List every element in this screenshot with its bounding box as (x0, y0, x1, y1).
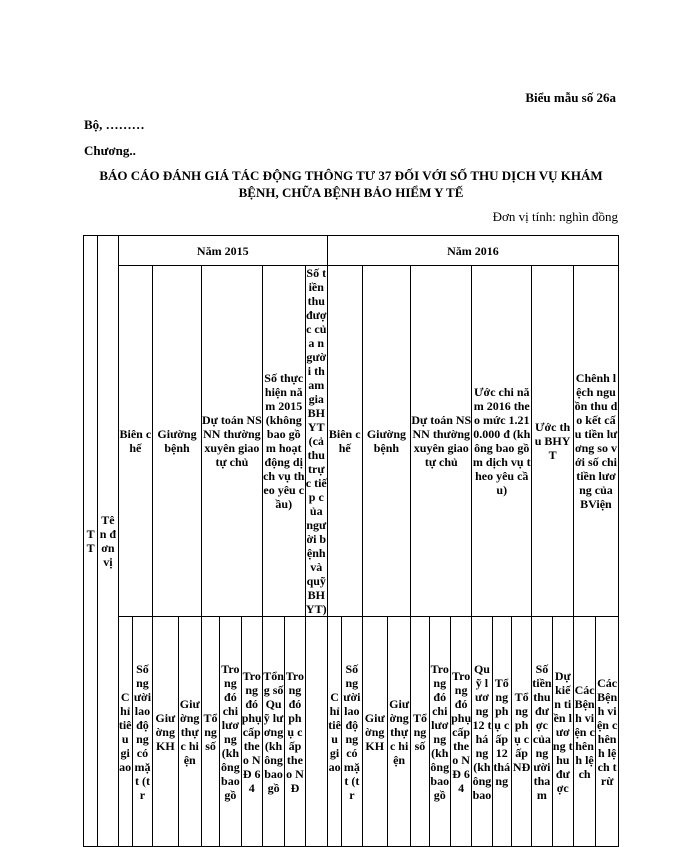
year-2015-header: Năm 2015 (118, 236, 327, 266)
y2016-sub-trong-do-phu-cap: Trong đó phụ cấp theo NĐ 64 (450, 617, 471, 847)
y2016-uoc-chi-header: Ước chi năm 2016 theo mức 1.210.000 đ (không bao gồm dịch vụ theo yêu cầu) (472, 266, 532, 617)
y2016-sub-giuong-kh: Giường KH (362, 617, 387, 847)
y2016-sub-so-nguoi: Số người lao động có mặt (tr (342, 617, 362, 847)
y2016-sub-trong-do-chi-luong: Trong đó chi lương (không bao gồ (429, 617, 450, 847)
y2015-sub-so-nguoi: Số người lao động có mặt (tr (132, 617, 152, 847)
y2016-sub-du-kien: Dự kiến tiền lương thu được (552, 617, 573, 847)
y2015-sub-giuong-kh: Giường KH (153, 617, 178, 847)
y2016-sub-tong-phu-cap: Tổng phụ cấp 12 tháng (492, 617, 511, 847)
year-2016-header: Năm 2016 (327, 236, 618, 266)
y2016-uoc-thu-header: Ước thu BHYT (532, 266, 574, 617)
y2015-sub-trong-do-phu-cap: Trong đó phụ cấp theo NĐ 64 (241, 617, 262, 847)
y2015-so-tien-thu-header: Số tiền thu được của người tham gia BHYT (cả thu trực tiếp của người bệnh và quỹ BHYT) (305, 266, 327, 616)
unit-label: Đơn vị tính: nghìn đồng (492, 209, 618, 224)
y2015-du-toan-header: Dự toán NSNN thường xuyên giao tự chủ (201, 266, 262, 617)
y2015-sub-trong-do-phu-cap-nd: Trong đó phụ cấp theo NĐ (285, 617, 305, 847)
y2015-sub-trong-do-chi-luong: Trong đó chi lương (không bao gồ (220, 617, 241, 847)
y2015-bien-che-header: Biên chế (118, 266, 153, 617)
y2016-giuong-benh-header: Giường bệnh (362, 266, 411, 617)
y2016-sub-tong-phu-cap-nd: Tổng phụ cấp NĐ (511, 617, 531, 847)
y2016-sub-so-tien-thu: Số tiền thu được của người tham (532, 617, 552, 847)
y2015-sub-giuong-thuc-hien: Giường thực hiện (178, 617, 201, 847)
ministry-line: Bộ, ……… (84, 117, 145, 132)
y2016-sub-quy-luong-12: Quỹ lương 12 tháng (không bao (472, 617, 492, 847)
y2015-sub-tong-so: Tổng số (201, 617, 219, 847)
y2016-sub-cac-benh-vien: Các Bệnh viện chênh lệch (573, 617, 595, 847)
report-title: BÁO CÁO ĐÁNH GIÁ TÁC ĐỘNG THÔNG TƯ 37 ĐỐI VỚI SỐ THU DỊCH VỤ KHÁM BỆNH, CHỮA BỆNH BẢO HIỂM Y TẾ (99, 168, 603, 200)
y2016-du-toan-header: Dự toán NSNN thường xuyên giao tự chủ (411, 266, 472, 617)
form-number: Biểu mẫu số 26a (525, 90, 616, 105)
y2015-sub-empty (305, 617, 327, 847)
report-table-container (83, 235, 619, 802)
col-name-header: Tên đơn vị (98, 236, 118, 847)
y2016-bien-che-header: Biên chế (327, 266, 362, 617)
col-tt-header: TT (84, 236, 98, 847)
y2015-so-thuc-hien-header: Số thực hiện năm 2015 (không bao gồm hoạt động dịch vụ theo yêu cầu) (262, 266, 305, 617)
y2016-chenh-lech-header: Chênh lệch nguồn thu do kết cấu tiền lương so với số chi tiền lương của BViện (573, 266, 618, 617)
y2015-sub-chi-tieu-giao: Chỉ tiêu giao (118, 617, 132, 847)
y2016-sub-giuong-thuc-hien: Giường thực hiện (387, 617, 410, 847)
y2016-sub-chi-tieu-giao: Chỉ tiêu giao (327, 617, 341, 847)
y2016-sub-tong-so: Tổng số (411, 617, 429, 847)
y2015-sub-tong-so-quy-luong: Tổng số Quỹ lương (không bao gồ (262, 617, 284, 847)
chapter-line: Chương.. (84, 143, 136, 158)
y2016-sub-cac-benh-vien-tru: Các Bệnh viện chênh lệch trừ (596, 617, 619, 847)
y2015-giuong-benh-header: Giường bệnh (153, 266, 202, 617)
report-table (83, 235, 619, 847)
